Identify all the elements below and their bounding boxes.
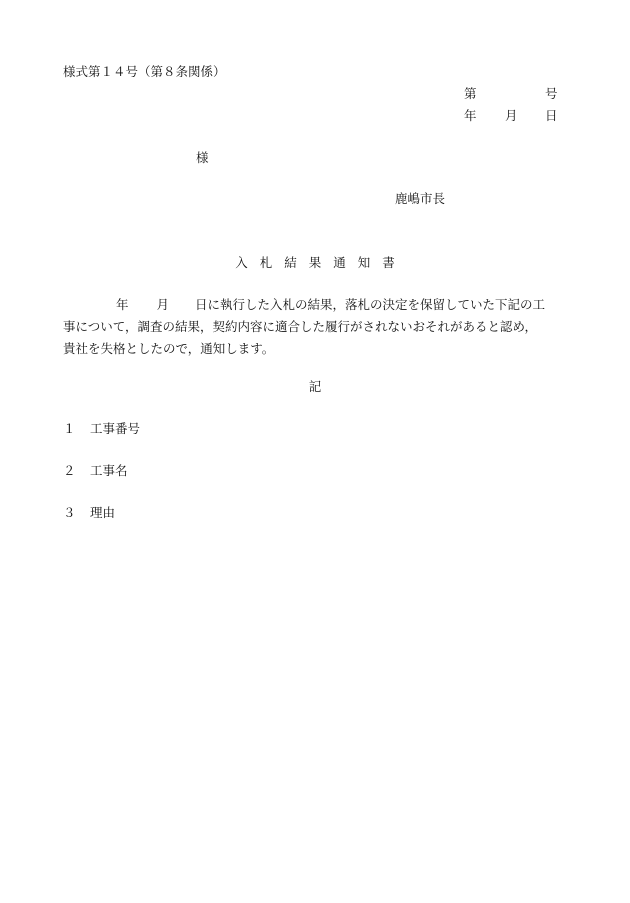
date-month-label: 月 [505,108,518,123]
list-item [63,421,140,437]
doc-number-suffix: 号 [545,86,558,101]
sender-name: 鹿嶋市長 [395,191,446,206]
ki-heading: 記 [308,379,322,394]
body-month-label: 月 [156,297,170,312]
title-char: 果 [308,255,322,270]
item-number: １ [63,421,76,436]
body-line-2: 事について，調査の結果，契約内容に適合した履行がされないおそれがあると認め， [63,319,538,334]
document-title [0,255,630,271]
item-label: 工事番号 [90,421,141,436]
title-char: 書 [382,255,395,270]
title-char: 入 [235,255,248,270]
title-char: 通 [333,255,346,270]
item-label: 工事名 [90,463,128,478]
list-item [63,463,128,479]
title-char: 結 [284,255,297,270]
item-number: ３ [63,505,76,520]
date-day-label: 日 [545,108,558,123]
list-item [63,505,115,521]
item-label: 理由 [90,505,116,520]
body-year-label: 年 [116,297,129,312]
item-number: ２ [63,463,76,478]
date-year-label: 年 [464,108,477,123]
body-line-3: 貴社を失格としたので，通知します。 [63,341,275,356]
title-char: 知 [357,255,371,270]
doc-number-prefix: 第 [464,86,477,101]
title-char: 札 [259,255,273,270]
form-number: 様式第１４号（第８条関係） [63,64,226,79]
body-line-1 [63,294,573,316]
notice-body [63,294,573,360]
body-line-1-text: 日に執行した入札の結果，落札の決定を保留していた下記の工 [195,297,546,312]
addressee-suffix: 様 [196,150,209,165]
